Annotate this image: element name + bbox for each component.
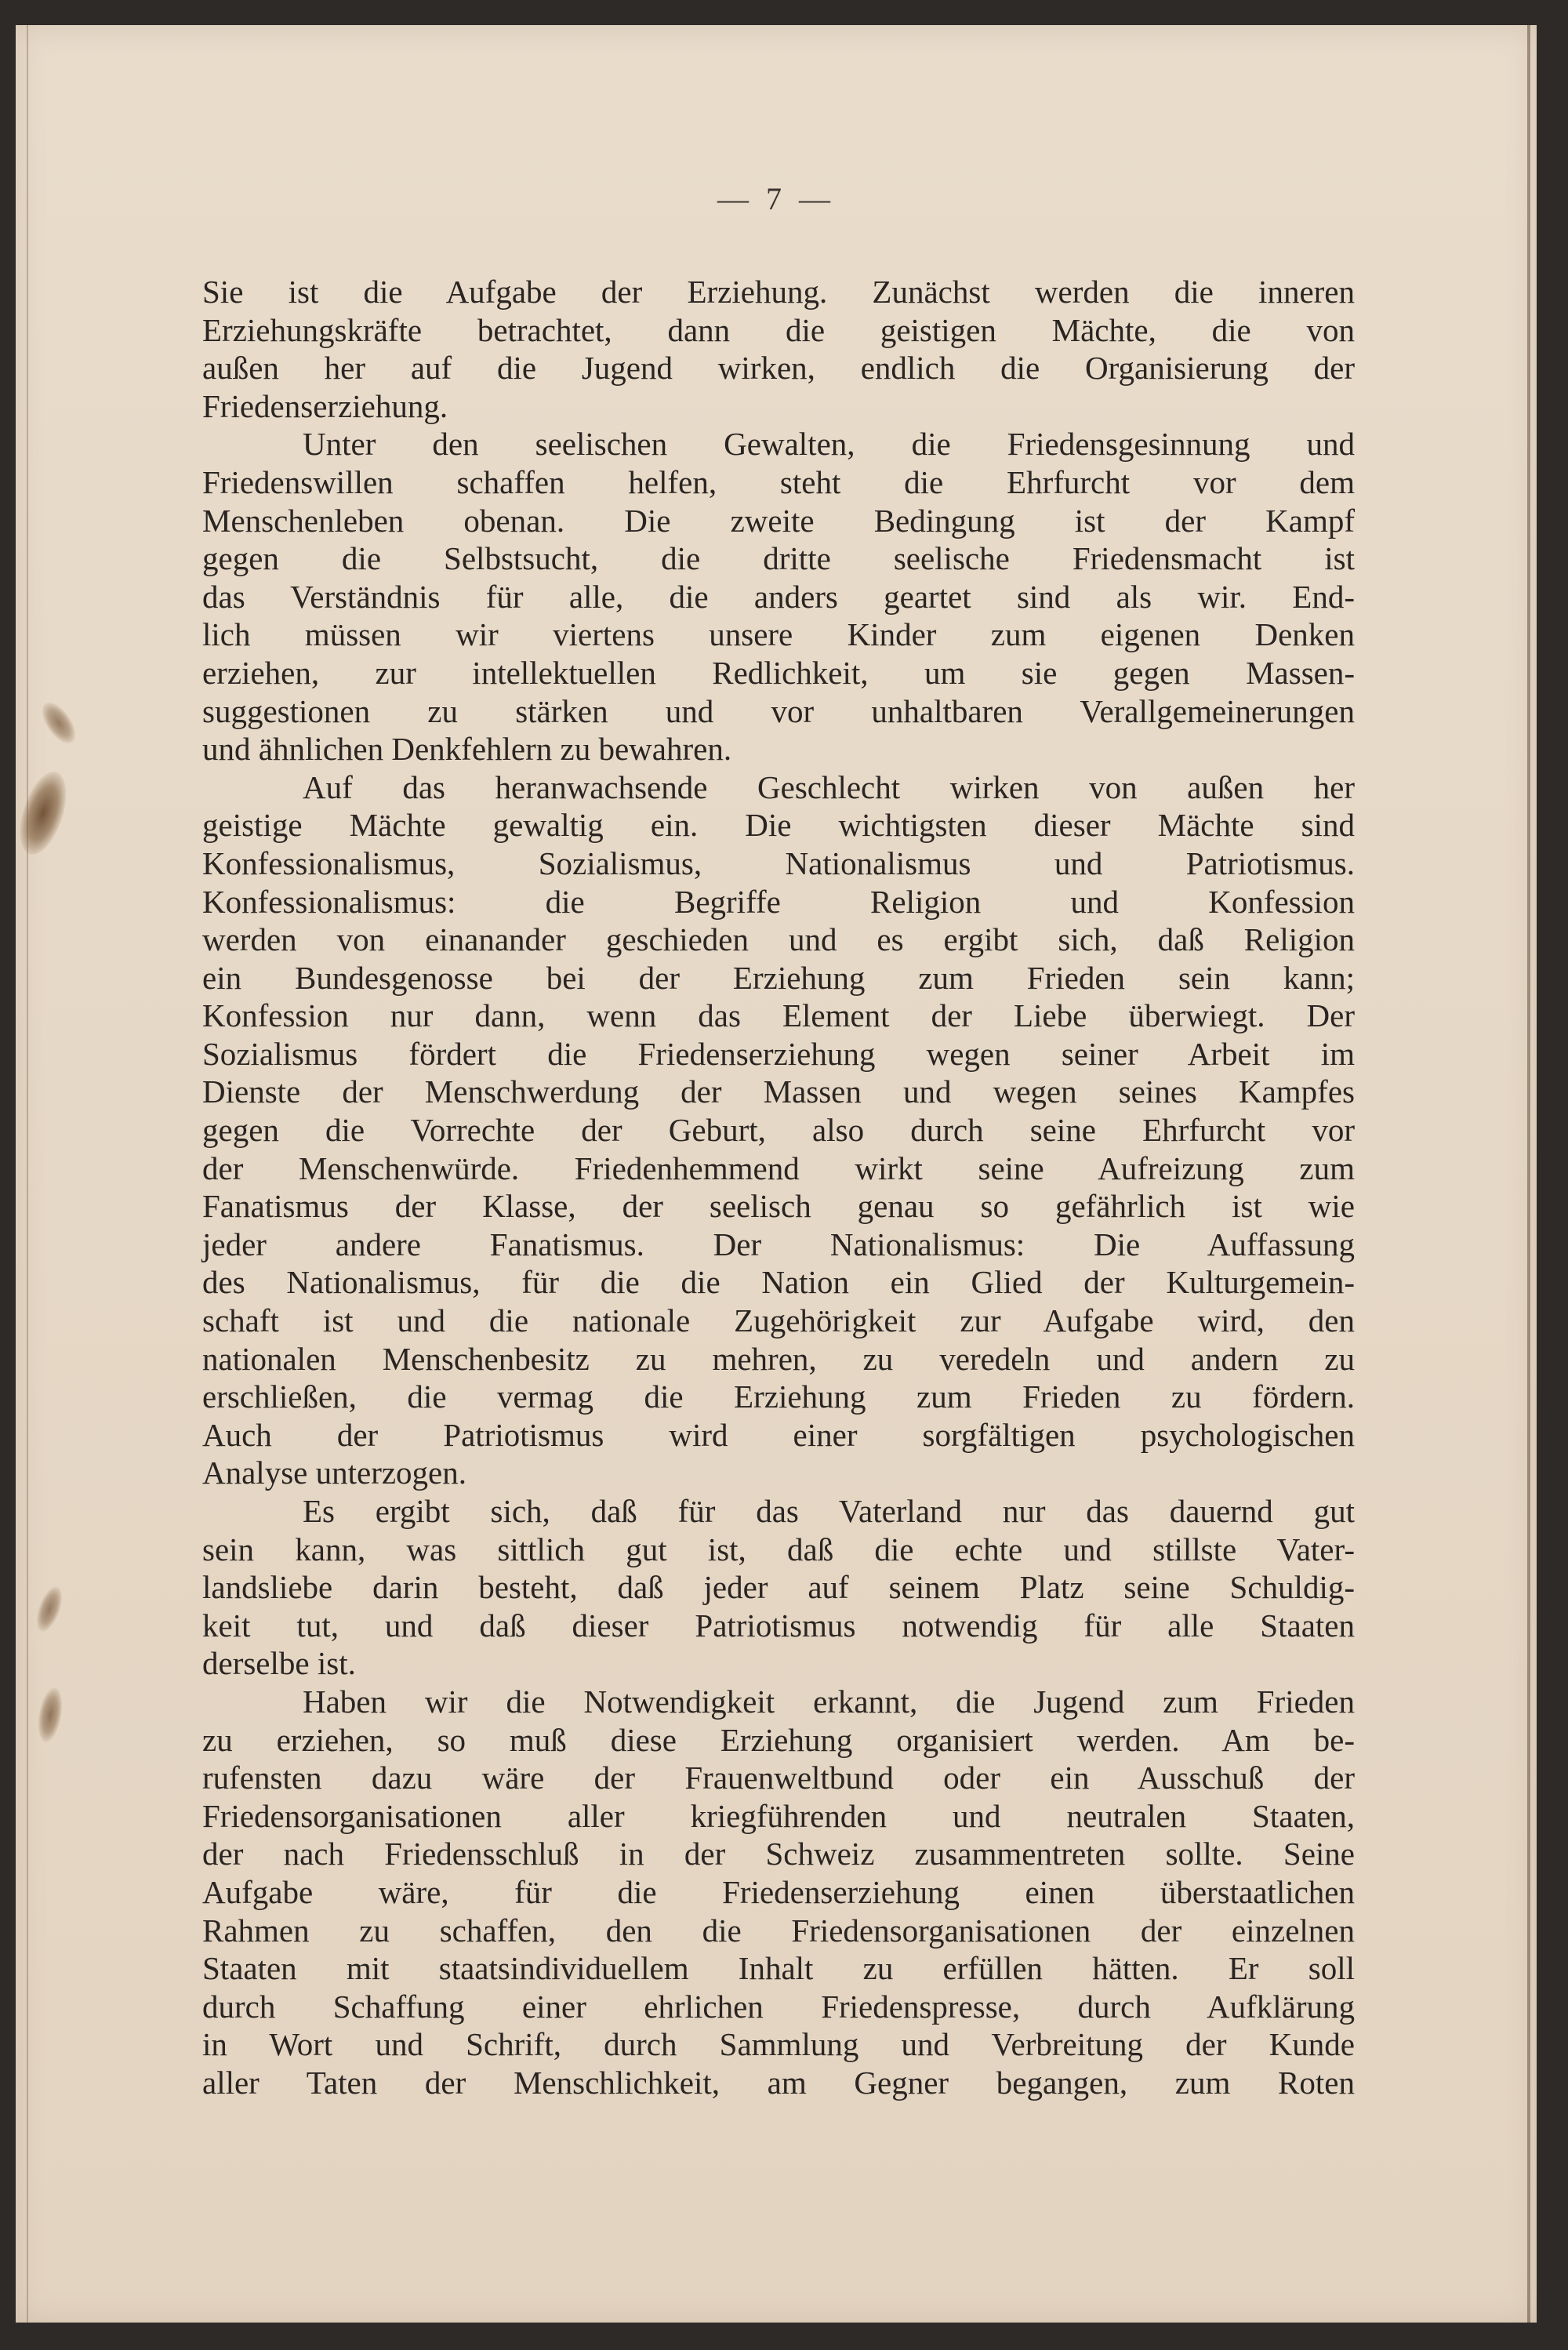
text-line: Dienste der Menschwerdung der Massen und wegen seines Kampfes xyxy=(202,1073,1355,1110)
body-text xyxy=(202,273,1355,2102)
text-line: Analyse unterzogen. xyxy=(202,1455,466,1491)
text-line: Friedenswillen schaffen helfen, steht die Ehrfurcht vor dem xyxy=(202,463,1355,500)
text-line: gegen die Selbstsucht, die dritte seelische Friedensmacht ist xyxy=(202,540,1355,577)
text-line: Konfession nur dann, wenn das Element der Liebe überwiegt. Der xyxy=(202,997,1355,1034)
text-line: Auf das heranwachsende Geschlecht wirken von außen her xyxy=(303,768,1355,805)
ink-stain-mark xyxy=(11,766,75,860)
text-line: Haben wir die Notwendigkeit erkannt, die Jugend zum Frieden xyxy=(303,1683,1355,1720)
text-line: lich müssen wir viertens unsere Kinder zum eigenen Denken xyxy=(202,616,1355,653)
text-line: Friedensorganisationen aller kriegführenden und neutralen Staaten, xyxy=(202,1797,1355,1834)
text-line: Menschenleben obenan. Die zweite Bedingung ist der Kampf xyxy=(202,502,1355,539)
text-line: Fanatismus der Klasse, der seelisch genau so gefährlich ist wie xyxy=(202,1188,1355,1225)
text-line: sein kann, was sittlich gut ist, daß die echte und stillste Vater- xyxy=(202,1531,1355,1567)
text-line: erschließen, die vermag die Erziehung zum Frieden zu fördern. xyxy=(202,1378,1355,1415)
text-line: werden von einanander geschieden und es ergibt sich, daß Religion xyxy=(202,921,1355,958)
text-line: Aufgabe wäre, für die Friedenserziehung einen überstaatlichen xyxy=(202,1873,1355,1910)
text-line: der Menschenwürde. Friedenhemmend wirkt seine Aufreizung zum xyxy=(202,1150,1355,1186)
text-line: Rahmen zu schaffen, den die Friedensorganisationen der einzelnen xyxy=(202,1912,1355,1949)
text-line: Auch der Patriotismus wird einer sorgfältigen psychologischen xyxy=(202,1416,1355,1453)
text-line: derselbe ist. xyxy=(202,1645,356,1682)
text-line: in Wort und Schrift, durch Sammlung und Verbreitung der Kunde xyxy=(202,2026,1355,2063)
text-line: jeder andere Fanatismus. Der Nationalismus: Die Auffassung xyxy=(202,1226,1355,1262)
text-line: erziehen, zur intellektuellen Redlichkeit, um sie gegen Massen- xyxy=(202,654,1355,691)
text-line: Unter den seelischen Gewalten, die Friedensgesinnung und xyxy=(303,426,1355,463)
ink-stain-mark xyxy=(32,1583,67,1634)
page-number: — 7 — xyxy=(717,181,835,216)
text-line: Es ergibt sich, daß für das Vaterland nur das dauernd gut xyxy=(303,1493,1355,1529)
text-line: und ähnlichen Denkfehlern zu bewahren. xyxy=(202,731,732,768)
text-line: des Nationalismus, für die die Nation ein Glied der Kulturgemein- xyxy=(202,1264,1355,1301)
text-line: gegen die Vorrechte der Geburt, also durch seine Ehrfurcht vor xyxy=(202,1112,1355,1149)
text-line: Erziehungskräfte betrachtet, dann die geistigen Mächte, die von xyxy=(202,311,1355,348)
text-line: schaft ist und die nationale Zugehörigkeit zur Aufgabe wird, den xyxy=(202,1302,1355,1339)
text-line: Friedenserziehung. xyxy=(202,387,448,424)
text-line: Konfessionalismus, Sozialismus, Nationalismus und Patriotismus. xyxy=(202,844,1355,881)
text-line: der nach Friedensschluß in der Schweiz zusammentreten sollte. Seine xyxy=(202,1836,1355,1872)
text-line: rufensten dazu wäre der Frauenweltbund oder ein Ausschuß der xyxy=(202,1760,1355,1796)
text-line: durch Schaffung einer ehrlichen Friedenspresse, durch Aufklärung xyxy=(202,1988,1355,2025)
page-right-edge xyxy=(1527,25,1530,2323)
text-line: das Verständnis für alle, die anders geartet sind als wir. End- xyxy=(202,578,1355,615)
text-line: außen her auf die Jugend wirken, endlich die Organisierung der xyxy=(202,350,1355,387)
book-page xyxy=(16,25,1537,2323)
page-gutter-line xyxy=(27,25,28,2323)
text-line: Sie ist die Aufgabe der Erziehung. Zunächst werden die inneren xyxy=(202,274,1355,310)
text-line: landsliebe darin besteht, daß jeder auf seinem Platz seine Schuldig- xyxy=(202,1569,1355,1606)
text-line: Staaten mit staatsindividuellem Inhalt zu erfüllen hätten. Er soll xyxy=(202,1950,1355,1987)
text-line: suggestionen zu stärken und vor unhaltbaren Verallgemeinerungen xyxy=(202,692,1355,729)
ink-stain-mark xyxy=(34,1686,66,1744)
text-line: keit tut, und daß dieser Patriotismus notwendig für alle Staaten xyxy=(202,1607,1355,1644)
ink-stain-mark xyxy=(36,697,82,749)
text-line: nationalen Menschenbesitz zu mehren, zu veredeln und andern zu xyxy=(202,1340,1355,1377)
text-line: aller Taten der Menschlichkeit, am Gegner begangen, zum Roten xyxy=(202,2064,1355,2101)
text-line: ein Bundesgenosse bei der Erziehung zum Frieden sein kann; xyxy=(202,959,1355,996)
text-line: Konfessionalismus: die Begriffe Religion und Konfession xyxy=(202,883,1355,920)
text-line: Sozialismus fördert die Friedenserziehung wegen seiner Arbeit im xyxy=(202,1035,1355,1072)
text-line: geistige Mächte gewaltig ein. Die wichtigsten dieser Mächte sind xyxy=(202,807,1355,844)
text-line: zu erziehen, so muß diese Erziehung organisiert werden. Am be- xyxy=(202,1721,1355,1758)
